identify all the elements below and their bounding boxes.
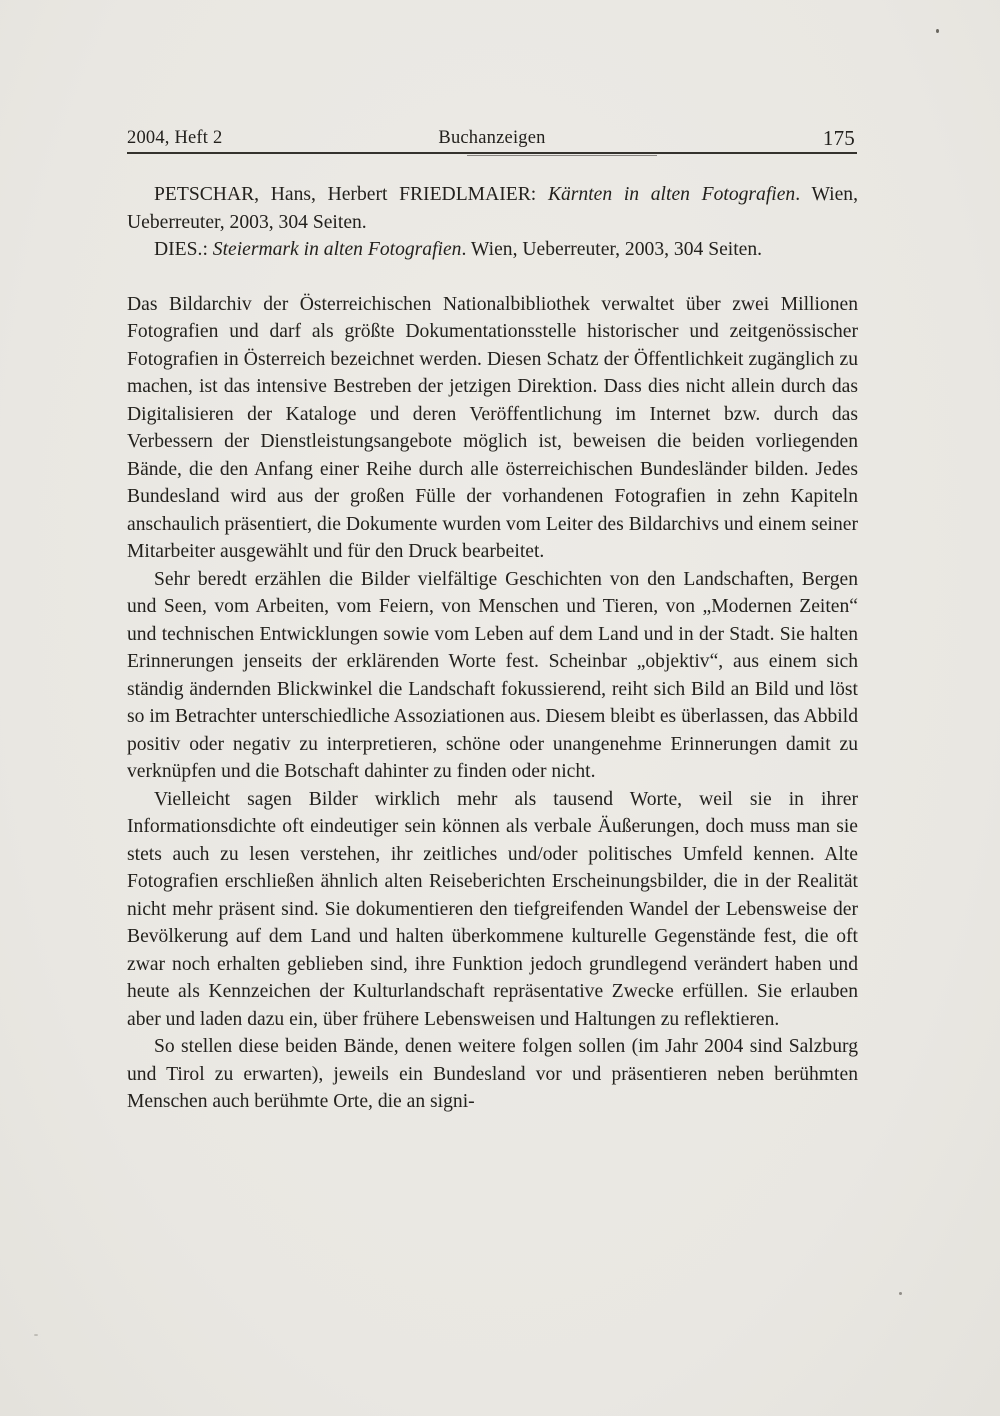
issue-label: 2004, Heft 2 bbox=[127, 128, 223, 148]
reference-2-authors: DIES.: bbox=[154, 239, 213, 260]
scan-speck bbox=[899, 1292, 902, 1295]
reference-1-title: Kärnten in alten Fotografien bbox=[547, 184, 796, 205]
body-paragraph-1: Das Bildarchiv der Österreichischen Nationalbibliothek verwaltet über zwei Millionen Fotografien und darf als größte Dokumentationsstelle historischer und zeitgenössischer Fotografien in Österreich bezeichnet werden. Diesen Schatz der Öffentlichkeit zugänglich zu machen, ist das intensive Bestreben der jetzigen Direktion. Dass dies nicht allein durch das Digitalisieren der Kataloge und deren Veröffentlichung im Internet bzw. durch das Verbessern der Dienstleistungsangebote möglich ist, beweisen die beiden vorliegenden Bände, die den Anfang einer Reihe durch alle österreichischen Bundesländer bilden. Jedes Bundesland wird aus der großen Fülle der vorhandenen Fotografien in zehn Kapiteln anschaulich präsentiert, die Dokumente wurden vom Leiter des Bildarchivs und einem seiner Mitarbeiter ausgewählt und für den Druck bearbeitet. bbox=[127, 293, 858, 562]
scan-speck bbox=[936, 29, 939, 33]
reference-2-title: Steiermark in alten Fotografien bbox=[212, 239, 462, 260]
reference-1-authors: PETSCHAR, Hans, Herbert FRIEDLMAIER: bbox=[154, 184, 548, 205]
reference-entry-1 bbox=[127, 181, 858, 236]
scan-speck bbox=[34, 1334, 38, 1336]
running-head bbox=[127, 126, 857, 152]
reference-entry-2 bbox=[127, 236, 858, 264]
page-number: 175 bbox=[822, 126, 855, 150]
body-paragraph-2: Sehr beredt erzählen die Bilder vielfältige Geschichten von den Landschaften, Bergen und Seen, vom Arbeiten, vom Feiern, von Menschen und Tieren, von „Modernen Zeiten“ und technischen Entwicklungen sowie vom Leben auf dem Land und in der Stadt. Sie halten Erinnerungen jenseits der erklärenden Worte fest. Scheinbar „objektiv“, aus einem sich ständig ändernden Blickwinkel die Landschaft fokussierend, reiht sich Bild an Bild und löst so im Betrachter unterschiedliche Assoziationen aus. Diesem bleibt es überlassen, das Abbild positiv oder negativ zu interpretieren, schöne oder unangenehme Erinnerungen damit zu verknüpfen und die Botschaft dahinter zu finden oder nicht. bbox=[127, 568, 858, 782]
body-paragraph-4: So stellen diese beiden Bände, denen weitere folgen sollen (im Jahr 2004 sind Salzburg und Tirol zu erwarten), jeweils ein Bundesland vor und präsentieren neben berühmten Menschen auch berühmte Orte, die an signi- bbox=[127, 1036, 858, 1112]
body-paragraph-3: Vielleicht sagen Bilder wirklich mehr als tausend Worte, weil sie in ihrer Informationsdichte oft eindeutiger sein können als verbale Äußerungen, doch muss man sie stets auch zu lesen verstehen, ihr zeitliches und/oder politisches Umfeld kennen. Alte Fotografien erschließen ähnlich alten Reiseberichten Erscheinungsbilder, die in der Realität nicht mehr präsent sind. Sie dokumentieren den tiefgreifenden Wandel der Lebensweise der Bevölkerung auf dem Land und halten überkommene kulturelle Gegenstände fest, die oft zwar noch erhalten geblieben sind, ihre Funktion jedoch grundlegend verändert haben und heute als Kennzeichen der Kulturlandschaft repräsentative Zwecke erfüllen. Sie erlauben aber und laden dazu ein, über frühere Lebensweisen und Haltungen zu reflektieren. bbox=[127, 788, 858, 1030]
section-heading: Buchanzeigen bbox=[438, 128, 546, 148]
reference-1-imprint: . Wien, Ueberreuter, 2003, 304 Seiten. bbox=[127, 184, 858, 233]
reference-2-imprint: . Wien, Ueberreuter, 2003, 304 Seiten. bbox=[461, 239, 763, 260]
header-rule bbox=[127, 152, 857, 154]
text-block bbox=[127, 181, 858, 1116]
